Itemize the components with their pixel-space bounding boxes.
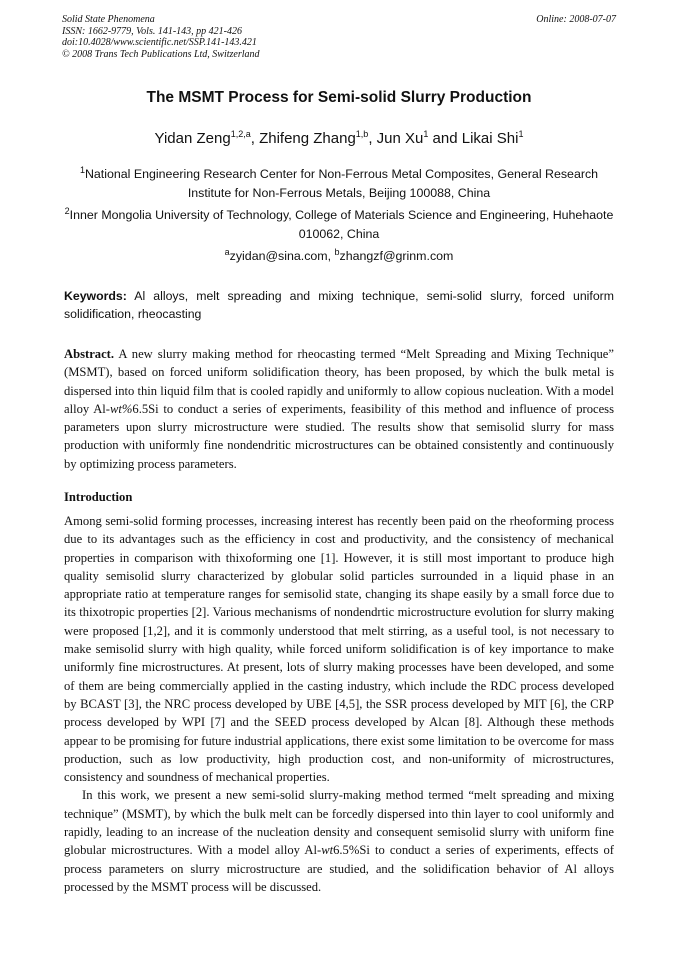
page-header [62, 14, 616, 60]
affiliation-2 [62, 206, 616, 244]
paper-title: The MSMT Process for Semi-solid Slurry Production [146, 89, 532, 106]
online-date: Online: 2008-07-07 [536, 14, 616, 25]
affiliation-text: National Engineering Research Center for Non-Ferrous Metal Composites, General Research Institute for Non-Ferrous Metals, Beijing 100088, China [84, 167, 599, 200]
keywords-text: Al alloys, melt spreading and mixing technique, semi-solid slurry, forced uniform solidification, rheocasting [64, 289, 614, 321]
doi-line[interactable]: doi:10.4028/www.scientific.net/SSP.141-143.421 [62, 37, 257, 48]
email-line [0, 246, 678, 263]
author-name: Likai Shi [461, 130, 519, 147]
author-name: Zhifeng Zhang [259, 130, 356, 147]
paragraph: Among semi-solid forming processes, increasing interest has recently been paid on the rheoforming process due to its advantages such as the efficiency in cost and productivity, and the consistency of mechanical properties in comparison with thixoforming one [1]. However, it is still most important to produce high quality semisolid slurry characterized by globular solid particles surrounded in a liquid phase in an appropriate ratio at temperature ranges for semisolid state, changing its shape easily by a small force due to its thixotropic properties [2]. Various mechanisms of nondendrtic microstructure evolution for slurry making were proposed [1,2], and it is commonly understood that melt stirring, as a useful tool, is not necessary to make semisolid slurry with high quality, while forced uniform solidification is of key importance to make uniformly fine microstructures. At present, lots of slurry making processes have been developed, and some of them are being commercially applied in the casting industry, which include the RDC process developed by BCAST [3], the NRC process developed by UBE [4,5], the SSR process developed by MIT [6], the CRP process developed by WPI [7] and the SEED process developed by Alcan [8]. Although these methods appear to be promising for future industrial applications, there exist some limitation to be overcome for mass production, such as low productivity, high production cost, and non-uniformity of microstructures, consistency and soundness of mechanical properties. [64, 514, 614, 785]
abstract-italic: wt% [110, 401, 133, 416]
keywords-section [64, 287, 614, 323]
author-separator: , [250, 130, 260, 147]
abstract-text: 6.5Si to conduct a series of experiments, feasibility of this method and influence of process parameters upon slurry microstructure were studied. The results show that semisolid slurry for mass production with uniformly fine nondendritic microstructures can be obtained consistently and continuously by optimizing process parameters. [64, 401, 614, 471]
author-separator: and [428, 130, 462, 147]
affiliation-superscript: 1 [79, 164, 85, 175]
affiliation-1 [62, 165, 616, 203]
affiliation-text: Inner Mongolia University of Technology, College of Materials Science and Engineering, Huhehaote 010062, China [69, 208, 614, 241]
author-superscript: 1 [423, 129, 429, 139]
author-list [0, 130, 678, 147]
affiliation-superscript: 2 [64, 205, 70, 216]
email-address[interactable]: zyidan@sina.com, [229, 249, 335, 263]
journal-name: Solid State Phenomena [62, 14, 155, 25]
section-heading-introduction: Introduction [64, 490, 133, 504]
email-superscript: b [334, 246, 340, 257]
paragraph-text: 6.5%Si to conduct a series of experiments, effects of process parameters on slurry microstructure are studied, and the solidification behavior of Al alloys processed by the MSMT process will be discussed. [64, 843, 615, 894]
paragraph-italic: wt [321, 843, 334, 858]
author-superscript: 1 [518, 129, 524, 139]
email-superscript: a [224, 246, 230, 257]
author-superscript: 1,2,a [230, 129, 251, 139]
abstract-label: Abstract. [64, 347, 115, 361]
email-address[interactable]: zhangzf@grinm.com [339, 249, 454, 263]
issn-line: ISSN: 1662-9779, Vols. 141-143, pp 421-426 [62, 25, 242, 37]
keywords-label: Keywords: [64, 289, 127, 303]
author-separator: , [368, 130, 377, 147]
author-name: Yidan Zeng [154, 130, 231, 147]
paragraph-text: In this work, we present a new semi-solid slurry-making method termed “melt spreading and mixing technique” (MSMT), by which the bulk melt can be forcedly dispersed into thin layer to cool uniformly and rapidly, leading to an increase of the nucleation density and consequent semisolid slurry with uniform fine globular microstructures. With a model alloy Al- [64, 788, 614, 858]
abstract-text: A new slurry making method for rheocasting termed “Melt Spreading and Mixing Technique” (MSMT), based on forced uniform solidification theory, has been proposed, by which the bulk metal is dispersed into thin liquid film that is cooled rapidly and uniformly to allow copious nucleation. With a model alloy Al- [64, 347, 614, 416]
paragraph [64, 786, 614, 896]
author-superscript: 1,b [355, 129, 369, 139]
copyright-line: © 2008 Trans Tech Publications Ltd, Switzerland [62, 48, 260, 60]
introduction-body [64, 512, 614, 896]
abstract-section [64, 345, 614, 473]
author-name: Jun Xu [376, 130, 424, 147]
